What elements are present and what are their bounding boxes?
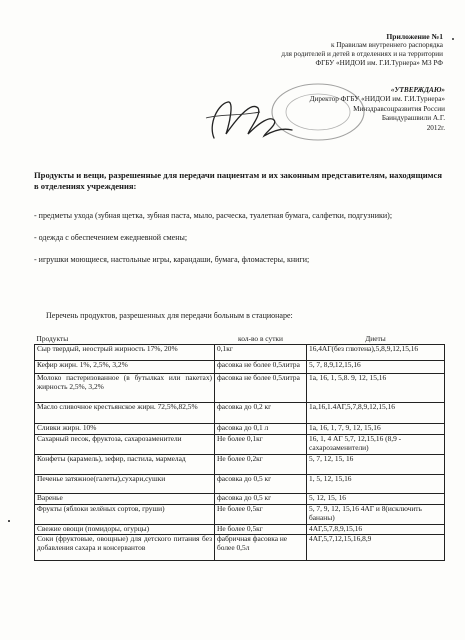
diet-cell: 5, 12, 15, 16	[307, 494, 445, 505]
signature	[200, 94, 296, 144]
products-subtitle: Перечень продуктов, разрешенных для передачи больным в стационаре:	[46, 311, 293, 320]
table-row	[35, 435, 445, 455]
products-table-body	[35, 345, 445, 561]
appendix-title: Приложение №1	[386, 32, 443, 41]
table-row	[35, 505, 445, 525]
header-diets: Диеты	[307, 334, 445, 345]
product-cell: Соки (фруктовые, овощные) для детского питания без добавления сахара и консервантов	[35, 535, 215, 561]
product-cell: Свежие овощи (помидоры, огурцы)	[35, 525, 215, 535]
product-cell: Масло сливочное крестьянское жирн. 72,5%,82,5%	[35, 403, 215, 424]
product-cell: Фрукты (яблоки зелёных сортов, груши)	[35, 505, 215, 525]
product-cell: Молоко пастеризованное (в бутылках или пакетах) жирность 2,5%, 3,2%	[35, 374, 215, 403]
product-cell: Варенье	[35, 494, 215, 505]
product-cell: Сахарный песок, фруктоза, сахарозаменители	[35, 435, 215, 455]
approval-line: 2012г.	[426, 123, 445, 132]
quantity-cell: Не более 0,5кг	[215, 505, 307, 525]
diet-cell: 16, 1, 4 АГ 5,7, 12,15,16 (8,9 - сахарозаменители)	[307, 435, 445, 455]
scan-speck	[452, 38, 454, 40]
quantity-cell: фасовка не более 0,5литра	[215, 361, 307, 374]
header-products: Продукты	[35, 334, 215, 345]
quantity-cell: фасовка до 0,5 кг	[215, 475, 307, 494]
diet-cell: 1а, 16, 1, 5,8. 9, 12, 15,16	[307, 374, 445, 403]
diet-cell: 16,4АГ(без глютена),5,8,9,12,15,16	[307, 345, 445, 361]
diet-cell: 1а, 16, 1, 7, 9, 12, 15,16	[307, 424, 445, 435]
table-row	[35, 455, 445, 475]
diet-cell: 5, 7, 9, 12, 15,16 4АГ и 8(исключить бананы)	[307, 505, 445, 525]
quantity-cell: фасовка не более 0,5литра	[215, 374, 307, 403]
quantity-cell: фасовка до 0,2 кг	[215, 403, 307, 424]
table-row	[35, 361, 445, 374]
quantity-cell: Не более 0,5кг	[215, 525, 307, 535]
scan-speck	[8, 520, 10, 522]
diet-cell: 5, 7, 8,9,12,15,16	[307, 361, 445, 374]
appendix-line: ФГБУ «НИДОИ им. Г.И.Турнера» МЗ РФ	[315, 59, 443, 67]
products-table	[34, 334, 445, 561]
table-row	[35, 494, 445, 505]
approval-line: Минздравсоцразвития России	[353, 104, 445, 113]
diet-cell: 1а,16,1.4АГ,5,7,8,9,12,15,16	[307, 403, 445, 424]
quantity-cell: фабричная фасовка не более 0,5л	[215, 535, 307, 561]
diet-cell: 5, 7, 12, 15, 16	[307, 455, 445, 475]
table-row	[35, 535, 445, 561]
quantity-cell: фасовка до 0,1 л	[215, 424, 307, 435]
approval-line: Баиндурашвили А.Г.	[381, 114, 445, 123]
quantity-cell: Не более 0,2кг	[215, 455, 307, 475]
diet-cell: 4АГ,5,7,8,9,15,16	[307, 525, 445, 535]
product-cell: Сливки жирн. 10%	[35, 424, 215, 435]
product-cell: Конфеты (карамель), зефир, пастила, мармелад	[35, 455, 215, 475]
product-cell: Печенье затяжное(галеты),сухари,сушки	[35, 475, 215, 494]
approval-line: Директор ФГБУ «НИДОИ им. Г.И.Турнера»	[309, 95, 445, 104]
table-row	[35, 345, 445, 361]
appendix-line: к Правилам внутреннего распорядка	[330, 41, 443, 49]
appendix-line: для родителей и детей в отделениях и на территории	[281, 50, 443, 58]
list-item: - одежда с обеспечением ежедневной смены;	[34, 233, 188, 242]
items-list	[34, 210, 444, 265]
diet-cell: 1, 5, 12, 15,16	[307, 475, 445, 494]
list-item: - предметы ухода (зубная щетка, зубная паста, мыло, расческа, туалетная бумага, салфетки, подгузники);	[34, 211, 393, 220]
table-row	[35, 525, 445, 535]
quantity-cell: фасовка до 0,5 кг	[215, 494, 307, 505]
list-item: - игрушки моющиеся, настольные игры, карандаши, бумага, фломастеры, книги;	[34, 255, 310, 264]
quantity-cell: Не более 0,1кг	[215, 435, 307, 455]
diet-cell: 4АГ,5,7,12,15,16,8,9	[307, 535, 445, 561]
table-row	[35, 424, 445, 435]
product-cell: Кефир жирн. 1%, 2,5%, 3,2%	[35, 361, 215, 374]
quantity-cell: 0,1кг	[215, 345, 307, 361]
table-row	[35, 374, 445, 403]
product-cell: Сыр твердый, неострый жирность 17%, 20%	[35, 345, 215, 361]
document-heading: Продукты и вещи, разрешенные для передачи пациентам и их законным представителям, находящимся в отделениях учреждения:	[34, 170, 442, 191]
appendix-block	[203, 32, 443, 68]
table-row	[35, 475, 445, 494]
header-quantity: кол-во в сутки	[215, 334, 307, 345]
approval-title: «УТВЕРЖДАЮ»	[390, 86, 445, 94]
table-row	[35, 403, 445, 424]
table-header-row	[35, 334, 445, 345]
